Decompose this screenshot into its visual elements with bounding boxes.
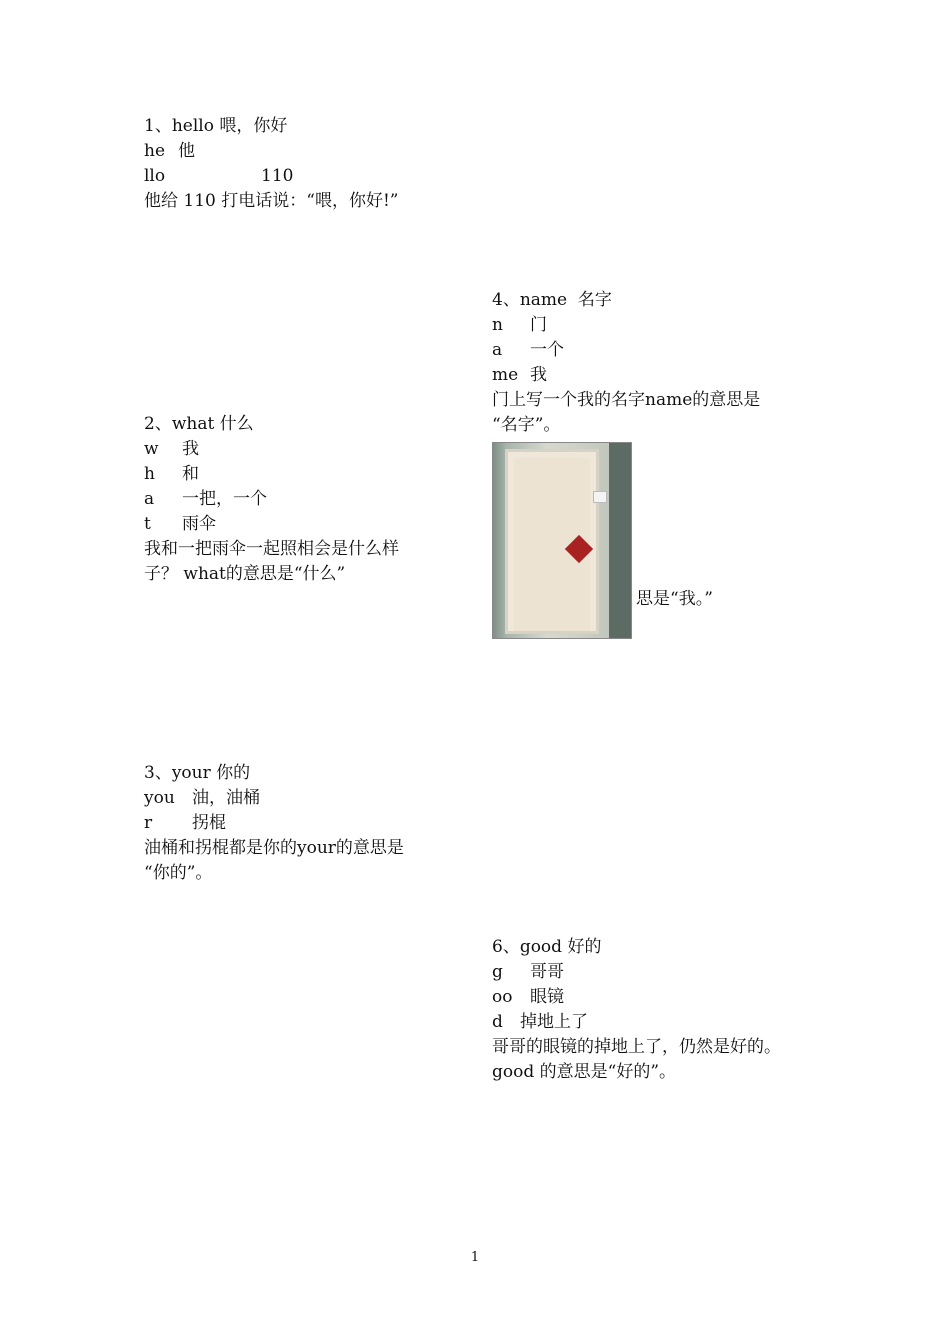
- breakdown-line: [144, 786, 404, 811]
- meaning-part: 我: [182, 439, 199, 459]
- breakdown-line: [144, 437, 399, 462]
- breakdown-line: [492, 985, 781, 1010]
- sentence: 门上写一个我的名字name的意思是: [492, 390, 761, 410]
- door-photo: [492, 442, 632, 639]
- image-caption: 思是“我。”: [636, 589, 713, 609]
- letter-part: a: [492, 340, 503, 360]
- section-good: [492, 935, 781, 1085]
- section-name: [492, 288, 760, 438]
- sentence: “名字”。: [492, 415, 561, 435]
- section-your: [144, 761, 404, 886]
- section-title: 4、name 名字: [492, 290, 612, 310]
- door-plate: [593, 491, 607, 503]
- breakdown-line: [492, 313, 760, 338]
- meaning-part: 眼镜: [530, 987, 564, 1007]
- section-title: 6、good 好的: [492, 937, 602, 957]
- letter-part: oo: [492, 987, 513, 1007]
- meaning-part: 110: [261, 166, 294, 186]
- section-hello: [144, 114, 398, 214]
- letter-part: r: [144, 813, 153, 833]
- section-title: 1、hello 喂，你好: [144, 116, 288, 136]
- letter-part: g: [492, 962, 503, 982]
- letter-part: h: [144, 464, 155, 484]
- meaning-part: 掉地上了: [520, 1012, 588, 1032]
- meaning-part: 油，油桶: [192, 788, 260, 808]
- section-what: [144, 412, 399, 587]
- breakdown-line: [492, 1010, 781, 1035]
- sentence: 他给 110 打电话说：“喂，你好!”: [144, 191, 399, 211]
- sentence: “你的”。: [144, 863, 213, 883]
- letter-part: n: [492, 315, 503, 335]
- meaning-part: 我: [530, 365, 547, 385]
- breakdown-line: [144, 811, 404, 836]
- meaning-part: 雨伞: [182, 514, 216, 534]
- meaning-part: 和: [182, 464, 199, 484]
- breakdown-line: [144, 487, 399, 512]
- breakdown-line: [144, 512, 399, 537]
- letter-part: d: [492, 1012, 503, 1032]
- letter-part: w: [144, 439, 159, 459]
- sentence: 哥哥的眼镜的掉地上了，仍然是好的。: [492, 1037, 781, 1057]
- sentence: 油桶和拐棍都是你的your的意思是: [144, 838, 404, 858]
- breakdown-line: [492, 338, 760, 363]
- meaning-part: 哥哥: [530, 962, 564, 982]
- breakdown-line: [492, 363, 760, 388]
- wall: [609, 443, 631, 638]
- section-title: 3、your 你的: [144, 763, 251, 783]
- section-title: 2、what 什么: [144, 414, 254, 434]
- meaning-part: 一个: [530, 340, 564, 360]
- breakdown-line: [144, 462, 399, 487]
- letter-part: you: [144, 788, 175, 808]
- breakdown-line: [492, 960, 781, 985]
- sentence: 子？ what的意思是“什么”: [144, 564, 346, 584]
- meaning-part: 门: [530, 315, 547, 335]
- meaning-part: 一把，一个: [182, 489, 267, 509]
- breakdown-line: [144, 164, 398, 189]
- letter-part: t: [144, 514, 151, 534]
- meaning-part: 拐棍: [192, 813, 226, 833]
- meaning-part: 他: [178, 141, 195, 161]
- sentence: 我和一把雨伞一起照相会是什么样: [144, 539, 399, 559]
- letter-part: he: [144, 141, 166, 161]
- letter-part: a: [144, 489, 155, 509]
- sentence: good 的意思是“好的”。: [492, 1062, 677, 1082]
- breakdown-line: [144, 139, 398, 164]
- letter-part: me: [492, 365, 519, 385]
- page-number: 1: [470, 1250, 480, 1265]
- letter-part: llo: [144, 166, 166, 186]
